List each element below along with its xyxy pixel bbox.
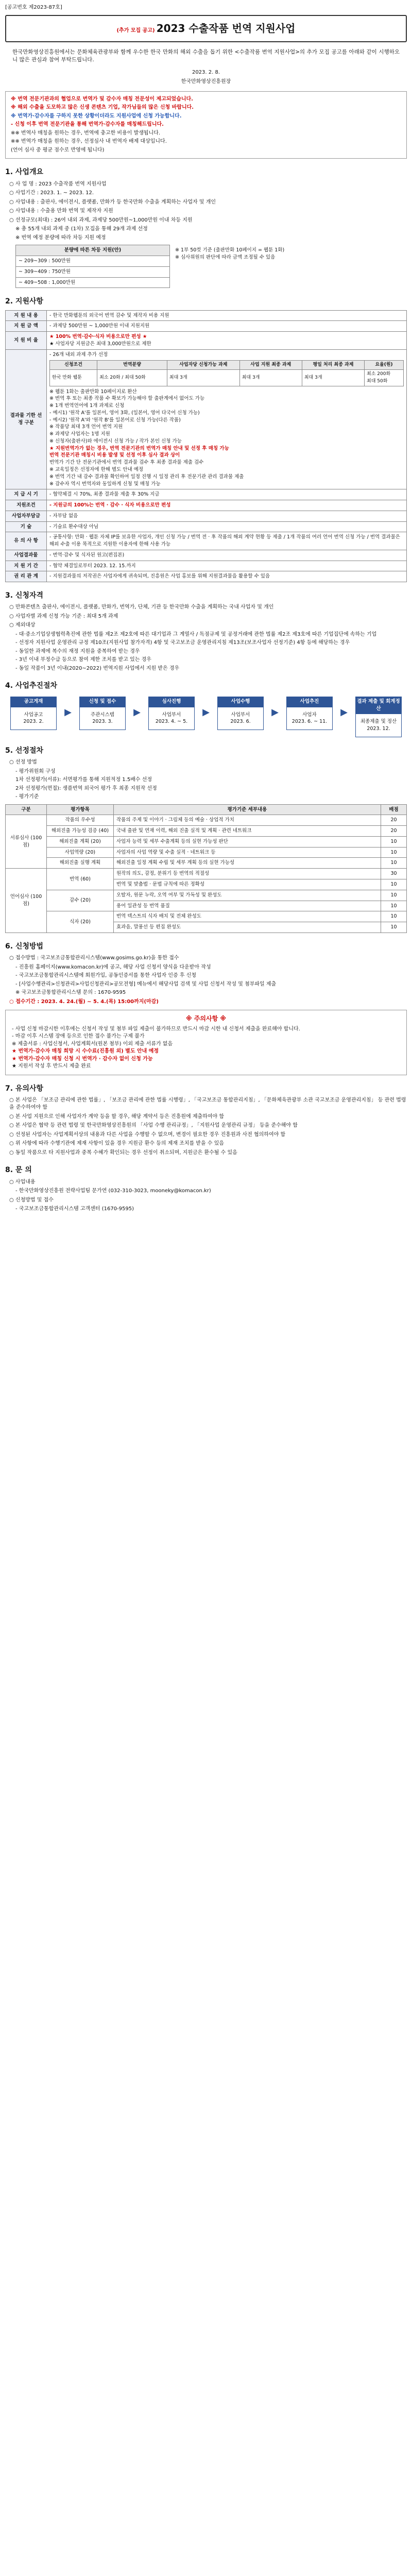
eval-cell: 10 [381, 836, 407, 847]
section-item: ○ 사 업 명 : 2023 수출작품 번역 지원사업 [9, 181, 107, 187]
note-line: ※※ 번역사 매칭을 원하는 경우, 번역에 충고한 비용이 발생됩니다. [11, 130, 161, 136]
eval-cell: 번역 (60) [47, 869, 114, 890]
process-step [10, 697, 57, 730]
notice-org: 한국만화영상진흥원장 [181, 79, 231, 85]
row-value: - 지원금의 100%는 번역 · 감수 · 식자 비용으로만 편성 [47, 500, 407, 511]
evaluation-table [5, 804, 407, 933]
section-title: 4. 사업추진절차 [5, 682, 58, 690]
eval-cell: 10 [381, 922, 407, 933]
page-title: 2023 수출작품 번역 지원사업 [156, 22, 296, 35]
lang-header: 신청조건 [50, 361, 97, 370]
warning-line: - 사업 신청 마감시한 이후에는 신청서 작성 및 첨부 파일 제출이 불가하므로 반드시 마감 시한 내 신청서 제출을 완료해야 합니다. [12, 1026, 300, 1032]
process-step [79, 697, 126, 730]
step-text: 최종제출 및 정산 2023. 12. [355, 714, 402, 737]
lang-header: 사업 지원 최종 과제 [239, 361, 302, 370]
row-key: 기 술 [6, 521, 47, 532]
eval-cell: 번역 및 맞춤법 · 문법 규칙에 따른 정확성 [114, 879, 381, 890]
step-text: 사업자 2023. 6. ~ 11. [286, 707, 333, 731]
eval-cell: 번역 텍스트의 식자 배치 및 전체 완성도 [114, 911, 381, 922]
section-subitem: - 대·중소기업상생협력촉진에 관한 법률 제2조 제2호에 따른 대기업과 그 계열사 / 독점규제 및 공정거래에 관한 법률 제2조 제3호에 따른 기업집단에 속하는 기업 [15, 631, 377, 637]
section-subitem: - 선정자 지원사업 운영관리 규정 제10조(지원사업 참가자격) 4항 및 국고보조금 운영관리지침 제13조(보조사업자 선정기준) 4항 등에 해당하는 경우 [15, 640, 350, 646]
detail-line: - 예시1) '원작 A'를 일본어, 영어 3화, (일본어, 영어 다국어 신청 가능) [49, 410, 200, 416]
step-text: 주관시스템 2023. 3. [79, 707, 126, 731]
eval-cell: 국내 출판 및 연재 이력, 해외 진출 실적 및 계획 · 관련 네트워크 [114, 826, 381, 837]
step-label: 공고게재 [10, 697, 57, 707]
detail-line: ※ 1개 번역언어에 1개 과제로 신청 [49, 403, 125, 409]
lang-cell: 최대 3개 [167, 370, 239, 386]
section-subitem: - 국고보조금통합관리시스템에 회원가입, 공동인증서를 통한 사업자 인증 후 신청 [15, 973, 196, 979]
warning-box [5, 1010, 407, 1075]
row-value: - 공통사항: 만화 · 웹툰 자체 IP를 보유한 사업자, 개인 신청 가능 / 번역 전 · 후 작품의 해외 계약 현황 등 제출 / 1개 작품의 여러 언어 번역 신청 가능 / 번역 결과물은 해외 수출 이용 목적으로 지원한 이용자에 한해 사용 가능 [47, 532, 407, 550]
eval-cell: 사업자 능력 및 세부 수출계획 등의 실현 가능성 판단 [114, 836, 381, 847]
warning-line: ★ 번역가·감수자 매칭 신청 시 번역가 · 감수자 없이 신청 가능 [12, 1056, 153, 1062]
intro-paragraph: 한국만화영상진흥원에서는 문화체육관광부와 함께 우수한 한국 만화의 해외 수출을 돕기 위한 <수출작품 번역 지원사업>의 추가 모집 공고를 아래와 같이 시행하오니 많은 관심과 참여 부탁드립니다. [12, 48, 400, 63]
section-title: 5. 선정절차 [5, 746, 44, 755]
section-subitem: ※ 총 55개 내외 과제 중 (1차) 모집을 통해 29개 과제 선정 [15, 226, 148, 232]
section-title: 7. 유의사항 [5, 1084, 44, 1093]
lang-cell: 최대 3개 [239, 370, 302, 386]
eval-cell: 10 [381, 911, 407, 922]
note-line: ※ 번역 전문기관과의 협업으로 번역가 및 감수자 매칭 전문성이 제고되었습니다. [11, 96, 193, 102]
section-subitem: - 한국만화영상진흥원 전략사업팀 문가연 (032-310-3023, mooneky@komacon.kr) [15, 1188, 211, 1194]
section-subitem: - 평가기준 [15, 794, 39, 800]
eval-cell: 해외진출 계획 (20) [47, 836, 114, 847]
warning-line: ※ 제출서류 : 사업신청서, 사업계획서(원본 첨부) 이외 제출 서류가 없음 [12, 1041, 173, 1047]
note-line: ※ 해외 수출을 도모하고 많은 신생 콘텐츠 기업, 작가님들의 많은 신청 바랍니다. [11, 105, 194, 111]
arrow-right-icon: ▶ [271, 706, 279, 718]
warning-line: ★ 번역가·감수자 매칭 희망 시 수수료(진흥원 외) 별도 안내 예정 [12, 1048, 159, 1054]
language-table [49, 360, 404, 386]
step-label: 사업수행 [217, 697, 264, 707]
detail-line: ※ 감수자 역시 번역자와 동일하게 신청 및 매칭 가능 [49, 481, 161, 487]
row-key: 결과물 기한 선정 구분 [6, 349, 47, 489]
row-value: - 협약체결 시 70%, 최종 결과물 제출 후 30% 지급 [47, 489, 407, 500]
row-highlight: ★ 100% 번역·감수·식자 비용으로만 편성 ★ [49, 334, 147, 340]
step-text: 사업부서 2023. 4. ~ 5. [148, 707, 195, 731]
row-value [47, 349, 407, 489]
detail-line: 번역가 기간 단 전문기관에서 번역 결과물 검수 후 최종 결과물 제출 검수 [49, 460, 204, 466]
row-key: 지 급 시 기 [6, 489, 47, 500]
lang-header: 사업자당 신청가능 과제 [167, 361, 239, 370]
fee-caption: ※ 번역 예정 분량에 따라 차등 지원 예정 [15, 234, 106, 241]
item-text: ○ 선정규모(최대) : 26여 내외 과제, 과제당 500만원~1,000만원 이내 차등 지원 [9, 217, 193, 223]
eval-cell: 작품의 우수성 [47, 815, 114, 826]
section-subitem: - 평가위원회 구성 [15, 768, 56, 774]
detail-line: ※ 과제당 사업자는 1명 지원 [49, 431, 110, 437]
step-text: 사업부서 2023. 6. [217, 707, 264, 731]
step-text: 사업공고 2023. 2. [10, 707, 57, 731]
process-step [148, 697, 195, 730]
fee-block [15, 245, 407, 288]
eval-cell: 원작의 의도, 감정, 분위기 등 번역의 적절성 [114, 869, 381, 879]
eval-cell: 언어심사 (100점) [6, 869, 47, 933]
section-title: 8. 문 의 [5, 1166, 32, 1175]
lang-header: 평일 처리 최종 과제 [302, 361, 364, 370]
step-label: 사업추진 [286, 697, 333, 707]
eval-cell: 10 [381, 890, 407, 901]
eval-cell: 사업역량 (20) [47, 847, 114, 858]
eval-cell: 20 [381, 815, 407, 826]
detail-line: ※ 웹툰 1화는 출판만화 10페이지로 환산 [49, 388, 137, 395]
detail-line: ※ 작품당 최대 3개 언어 번역 지원 [49, 424, 123, 430]
section-item: ○ 선정된 사업자는 사업계획서상의 내용과 다른 사업을 수행할 수 없으며, 변경이 필요한 경우 진흥원과 사전 협의하여야 함 [9, 1131, 286, 1138]
section-subitem: - 국고보조금통합관리시스템 고객센터 (1670-9595) [15, 1206, 134, 1212]
intro [5, 48, 407, 64]
notice-page [0, 0, 412, 1225]
process-steps [10, 697, 402, 737]
fee-table [15, 245, 170, 288]
notice-number: [공고번호 제2023-87호] [5, 5, 62, 10]
section-subitem: - 동일한 과제에 복수의 재정 지원을 중복하여 받는 경우 [15, 648, 140, 654]
step-label: 신청 및 접수 [79, 697, 126, 707]
notice-date: 2023. 2. 8. [192, 69, 220, 75]
warning-line: - 마감 이후 시스템 장애 등으로 인한 접수 불가는 구제 불가 [12, 1033, 145, 1039]
eval-header: 평가기준 세부내용 [114, 804, 381, 815]
detail-line: ★ 지원번역가가 없는 경우, 번역 전문기관의 번역가 매칭 안내 및 선정 후 매칭 가능 [49, 445, 229, 451]
section-item: ○ 사업내용 : 수출용 만화 번역 및 제작자 지원 [9, 208, 113, 214]
section-item: ○ 제외대상 [9, 622, 36, 629]
eval-cell: 오탈자, 원문 누락, 오역 여부 및 가독성 및 완성도 [114, 890, 381, 901]
section-title: 6. 신청방법 [5, 942, 44, 951]
row-value [47, 332, 407, 350]
row-value: - 협약 체결일로부터 2023. 12. 15.까지 [47, 561, 407, 571]
section-item: ○ 선정 방법 [9, 759, 37, 766]
row-value: - 기술료 환수대상 아님 [47, 521, 407, 532]
note-line: ※ 번역가·감수자를 구하지 못한 상황이더라도 지원사업에 신청 가능합니다. [11, 113, 182, 119]
row-value: - 과제당 500만원 ~ 1,000만원 이내 지원지원 [47, 321, 407, 332]
section-item: ○ 본 사업은 「보조금 관리에 관한 법률」, 「보조금 관리에 관한 법률 시행령」, 「국고보조금 통합관리지침」, 「문화체육관광부 소관 국고보조금 운영관리지침」 등 관련 법령을 준수하여야 함 [9, 1097, 406, 1111]
arrow-right-icon: ▶ [202, 706, 210, 718]
step-label: 심사진행 [148, 697, 195, 707]
process-step [217, 697, 264, 730]
row-key: 사업자부담금 [6, 511, 47, 521]
section-subitem: - 진흥원 홈페이지(www.komacon.kr)에 공고, 해당 사업 신청서 양식을 다운받아 작성 [15, 964, 211, 970]
section-item: ○ 신청방법 및 접수 [9, 1197, 54, 1203]
note-line: - 신청 이후 번역 전문기관을 통해 번역가·감수자를 매칭해드립니다. [11, 122, 164, 128]
detail-line: - 예시2) '원작 A'와 '원작 B'를 일본어로 신청 가능(다른 작품) [49, 417, 181, 423]
step-label: 결과 제출 및 회계정산 [355, 697, 402, 714]
eval-cell: 해외진출 실행 계획 [47, 858, 114, 869]
eval-cell: 사업자의 사업 역량 및 수출 실적 · 네트워크 등 [114, 847, 381, 858]
warning-line: ★ 지원서 작성 후 반드시 제출 완료 [12, 1063, 91, 1069]
lang-cell-line: 최대 50화 [367, 378, 388, 384]
section-item: ○ 접수방법 : 국고보조금통합관리시스템(www.gosims.go.kr)을 통한 접수 [9, 955, 179, 961]
support-table [5, 310, 407, 583]
warning-title: ※ 주의사항 ※ [185, 1015, 227, 1023]
eval-header: 평가항목 [47, 804, 114, 815]
section-subitem: ※ 국고보조금통합관리시스템 문의 : 1670-9595 [15, 990, 126, 996]
section-subitem: 2차 선정평가(면접): 생플번역 외국어 평가 후 최종 지원작 선정 [15, 785, 157, 791]
eval-cell: 10 [381, 879, 407, 890]
eval-cell: 감수 (20) [47, 890, 114, 911]
row-key: 지 원 비 율 [6, 332, 47, 350]
row-sub: - 26개 내외 과제 추가 선정 [49, 351, 108, 358]
lang-cell: 최소 20화 / 최대 50화 [97, 370, 167, 386]
title-prefix: (추가 모집 공고) [116, 27, 155, 33]
fee-cell: ~ 209~309 : 500만원 [16, 256, 170, 267]
fee-notes [175, 245, 284, 288]
row-value: - 자부담 없음 [47, 511, 407, 521]
section-item [9, 217, 407, 225]
note-line: (언어 심사 중 평균 점수로 반영에 됩니다) [11, 147, 105, 153]
detail-line: ※ 번역 후 또는 최종 작품 수 확보가 가능해야 할 출판계에서 없어도 가능 [49, 396, 205, 402]
row-key: 지 원 금 액 [6, 321, 47, 332]
section-subitem: - 3년 이내 부정수급 등으로 참여 제한 조치를 받고 있는 경우 [15, 657, 151, 663]
section-subitem: 1차 선정평가(서류): 서면평가를 통해 지원적정 1.5배수 선정 [15, 777, 152, 783]
section-item: ○ 위 사항에 따라 수행기관에 제재 사항이 있을 경우 지원금 환수 등의 제재 조치를 받을 수 있음 [9, 1141, 225, 1147]
section-item: ○ 사업내용 : 출판사, 에이전시, 플랫폼, 만화가 등 한국만화 수출을 계획하는 사업자 및 개인 [9, 199, 216, 205]
process-step [286, 697, 333, 730]
section-item: ○ 본 사업은 협약 등 관련 법령 및 한국만화영상진흥원의 「사업 수행 관리규정」, 「지원사업 운영관리 규정」 등을 준수해야 함 [9, 1123, 298, 1129]
row-key: 지원조건 [6, 500, 47, 511]
notes-box [5, 91, 407, 159]
fee-cell: ~ 309~409 : 750만원 [16, 266, 170, 277]
lang-cell: 한국 만화 웹툰 [50, 370, 97, 386]
eval-cell: 10 [381, 901, 407, 911]
eval-cell: 작품의 주제 및 이야기 · 그림체 등의 예술 · 상업적 가치 [114, 815, 381, 826]
section-title: 3. 신청자격 [5, 591, 44, 600]
eval-cell: 10 [381, 858, 407, 869]
section-item: ○ 접수기간 : 2023. 4. 24.(월) ~ 5. 4.(목) 15:00까지(마감) [9, 998, 159, 1005]
note-line: ※※ 번역가 매칭을 원하는 경우, 선정심사 내 번역자 배제 대상입니다. [11, 139, 167, 145]
arrow-right-icon: ▶ [64, 706, 72, 718]
fee-header: 분량에 따른 차등 지원(안) [16, 245, 170, 256]
section-title: 2. 지원사항 [5, 297, 44, 306]
arrow-right-icon: ▶ [340, 706, 348, 718]
lang-header: 번역분량 [97, 361, 167, 370]
section-subitem: - [사업수행관리>신청관리>사업신청관리>공모전형] 메뉴에서 해당사업 검색 및 사업 신청서 작성 및 첨부파일 제출 [15, 981, 277, 987]
eval-header: 배점 [381, 804, 407, 815]
title-box [5, 15, 407, 42]
row-value: - 한국 만화웹툰의 외국어 번역 감수 및 제작자 비용 지원 [47, 310, 407, 321]
eval-cell: 20 [381, 826, 407, 837]
section-item: ○ 사업기간 : 2023. 1. ~ 2023. 12. [9, 190, 94, 196]
lang-cell: 최대 3개 [302, 370, 364, 386]
section-title: 1. 사업개요 [5, 168, 44, 177]
section-item: ○ 사업내용 [9, 1179, 36, 1185]
row-key: 권 리 관 계 [6, 571, 47, 582]
eval-cell: 해외진출 가능성 검증 (40) [47, 826, 114, 837]
row-sub: ★ 사업자당 지원금은 최대 3,000만원으로 제한 [49, 341, 151, 347]
section-item: ○ 본 사업 지원으로 인해 사업자가 계약 등을 할 경우, 해당 계약서 등은 진흥원에 제출하여야 함 [9, 1113, 225, 1120]
detail-line: ※ 신청자(출판사)와 에이전시 신청 가능 / 작가 본인 신청 가능 [49, 438, 182, 444]
eval-cell: 서류심사 (100점) [6, 815, 47, 869]
eval-cell: 용어 일관성 등 번역 품질 [114, 901, 381, 911]
lang-header: 요율(원) [365, 361, 404, 370]
arrow-right-icon: ▶ [133, 706, 141, 718]
row-value: - 번역·감수 및 식자된 원고(편집본) [47, 550, 407, 561]
process-step [355, 697, 402, 737]
eval-cell: 식자 (20) [47, 911, 114, 933]
row-key: 사업결과물 [6, 550, 47, 561]
eval-cell: 30 [381, 869, 407, 879]
row-key: 유 의 사 항 [6, 532, 47, 550]
eval-cell: 해외진출 일정 계획 수립 및 세부 계획 등의 실현 가능성 [114, 858, 381, 869]
section-item: ○ 사업자별 과제 신청 가능 기준 : 최대 5개 과제 [9, 613, 118, 619]
section-subitem: - 동일 작품이 3년 이내(2020~2022) 번역지원 사업에서 지원 받은 경우 [15, 665, 180, 671]
fee-cell: ~ 409~508 : 1,000만원 [16, 277, 170, 288]
lang-cell-line: 최소 200화 [367, 371, 391, 377]
detail-line: ※ 번역 기간 내 감수 결과물 확인하여 일정 진행 시 일정 관리 후 전문기관 관리 결과물 제출 [49, 473, 244, 480]
section-item: ○ 만화콘텐츠 출판사, 에이전시, 플랫폼, 만화가, 번역가, 단체, 기관 등 한국만화 수출을 계획하는 국내 사업자 및 개인 [9, 604, 274, 611]
eval-cell: 10 [381, 847, 407, 858]
section-item: ○ 동일 작품으로 타 지원사업과 중복 수혜가 확인되는 경우 선정이 취소되며, 지원금은 환수될 수 있음 [9, 1149, 237, 1156]
fee-note: ※ 심사위원의 판단에 따라 금액 조정될 수 있음 [175, 255, 276, 260]
detail-line: 번역 전문기관 매칭시 비용 발생 및 선정 이후 심사 결과 상이 [49, 452, 180, 459]
row-key: 지 원 기 간 [6, 561, 47, 571]
row-key: 지 원 내 용 [6, 310, 47, 321]
fee-note: ※ 1부 50컷 기준 (출판만화 10페이지 = 웹툰 1화) [175, 247, 285, 253]
lang-cell [365, 370, 404, 386]
eval-cell: 효과음, 말풍선 등 편집 완성도 [114, 922, 381, 933]
eval-header: 구분 [6, 804, 47, 815]
detail-line: ※ 교육일정은 선정자에 한해 별도 안내 예정 [49, 466, 144, 472]
row-value: - 지원결과물의 저작권은 사업자에게 귀속되며, 진흥원은 사업 홍보를 위해 지원결과물을 활용할 수 있음 [47, 571, 407, 582]
